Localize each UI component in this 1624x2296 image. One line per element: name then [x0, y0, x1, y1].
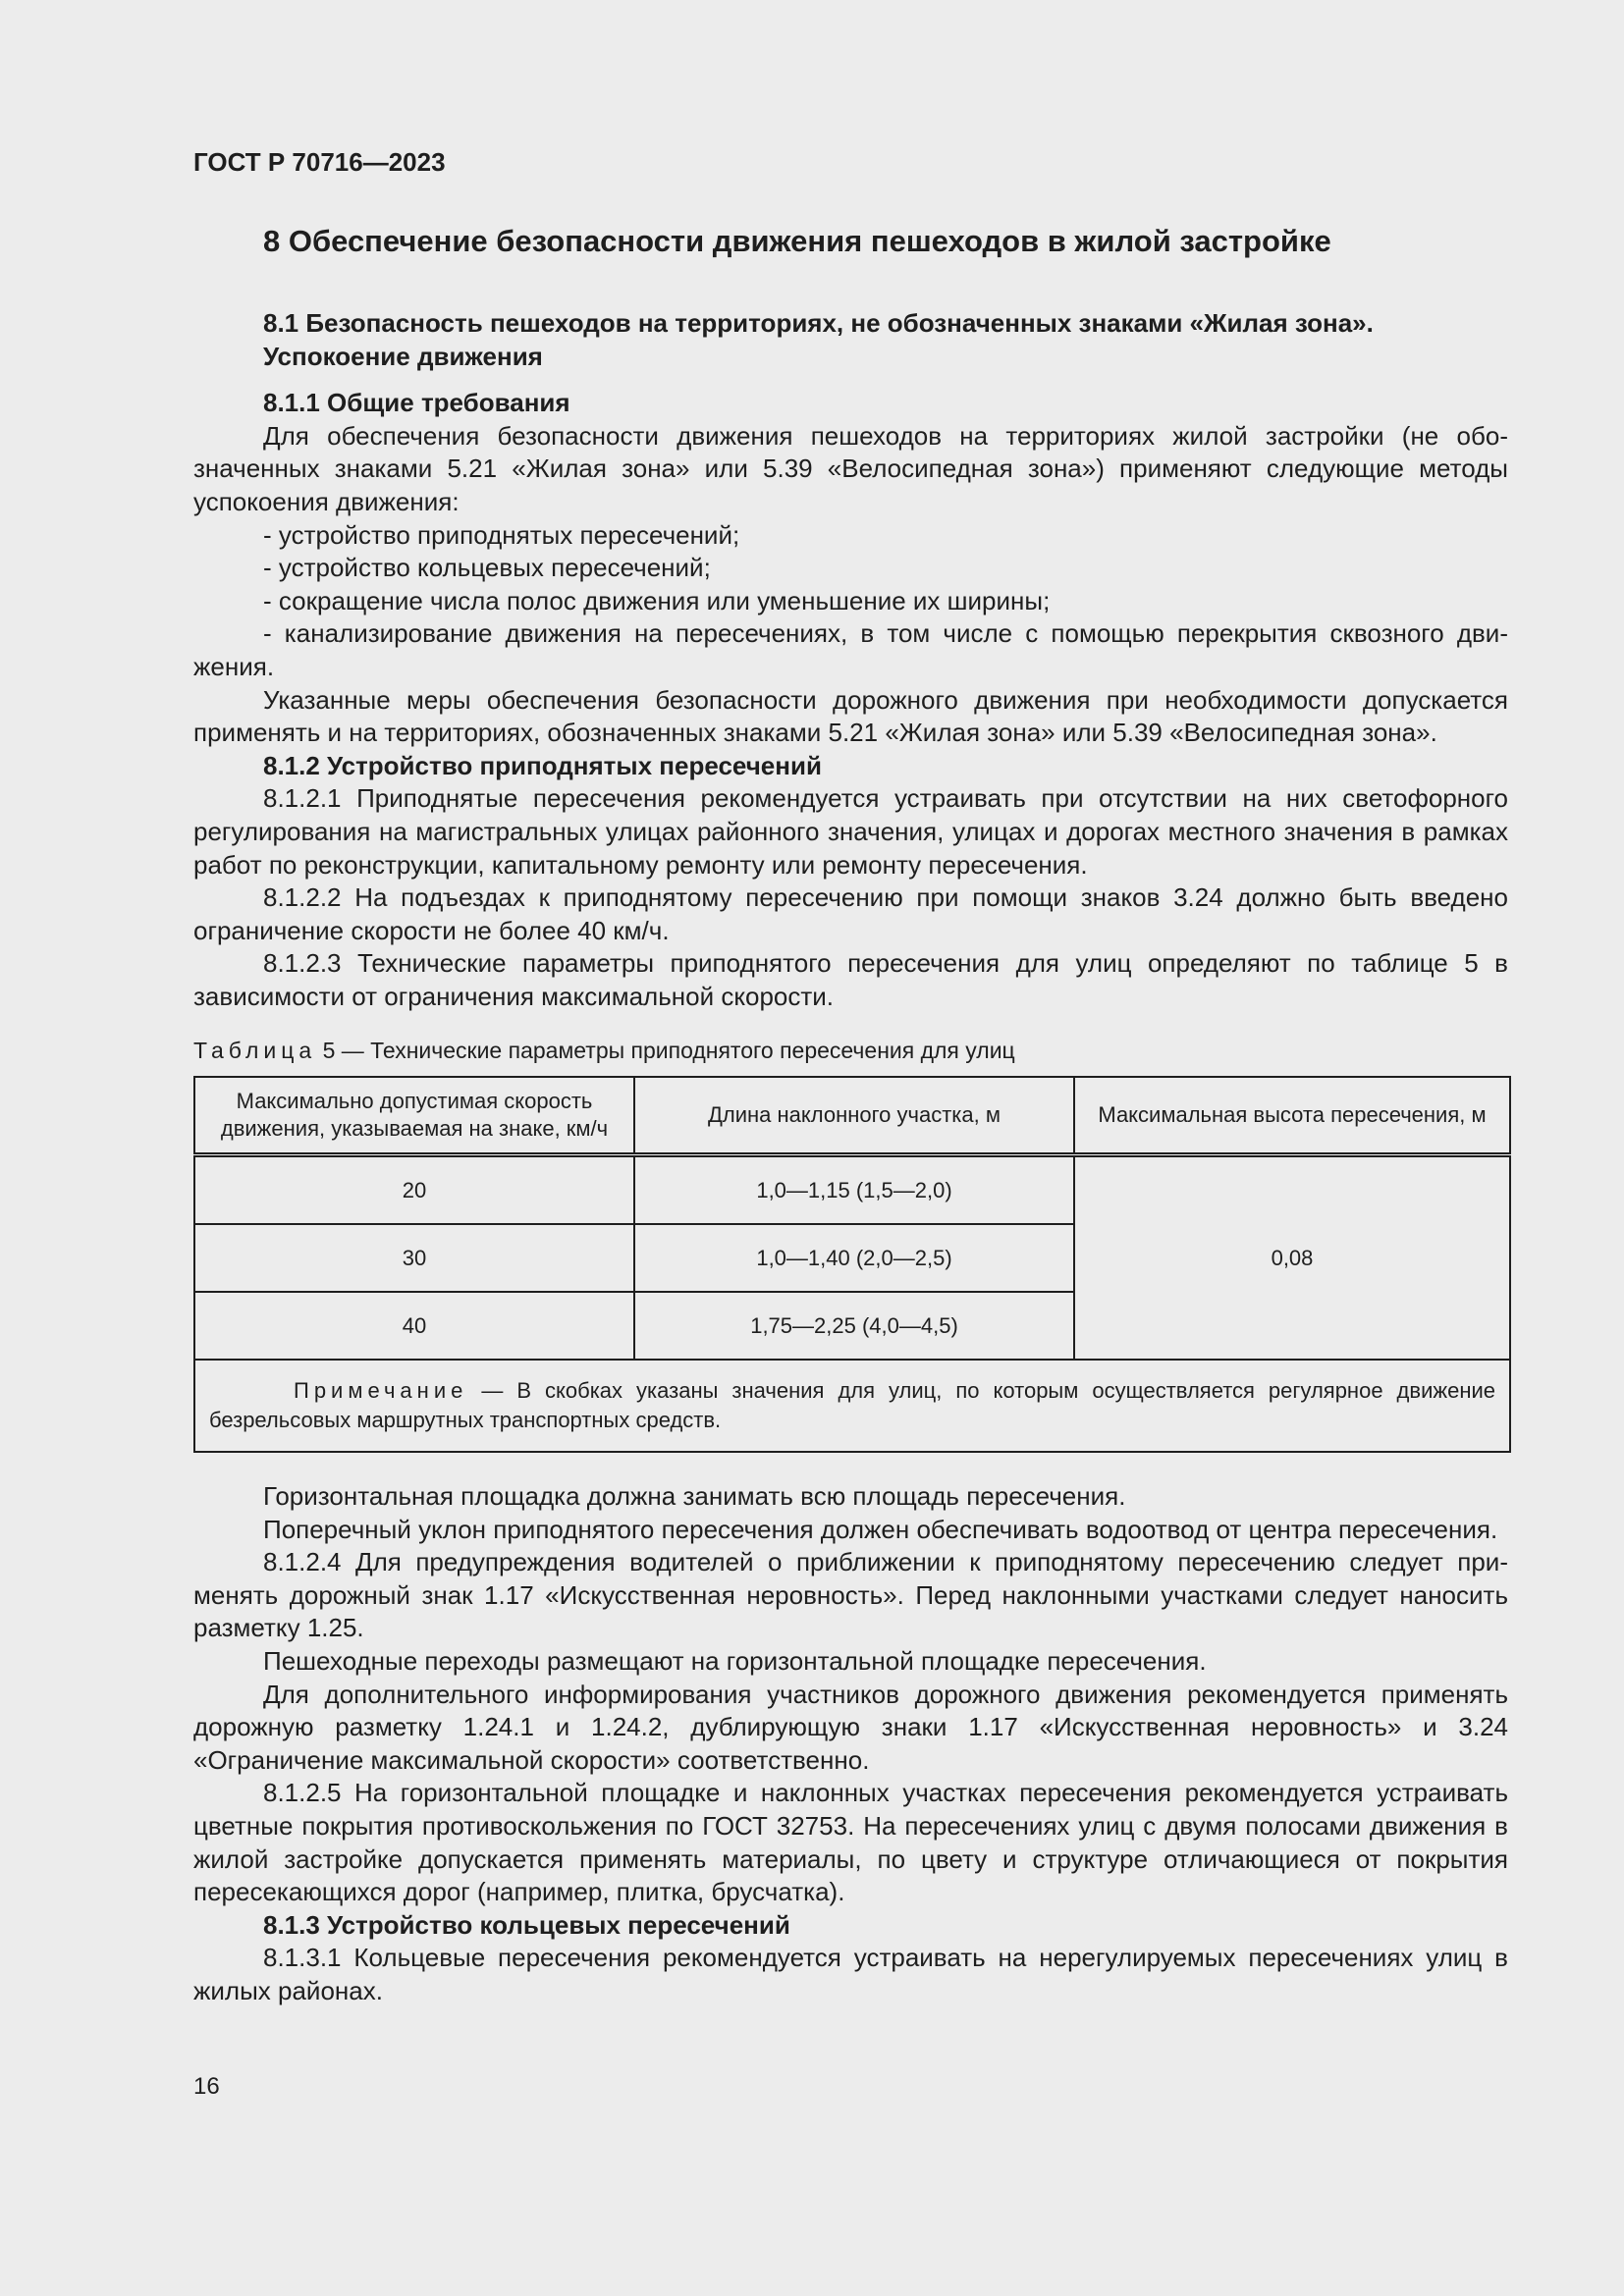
section-title: 8 Обеспечение безопасности движения пешеходов в жилой застройке: [263, 224, 1331, 258]
list-item: - сокращение числа полос движения или уменьшение их ширины;: [263, 585, 1051, 615]
cell-speed: 40: [194, 1292, 634, 1360]
list-item: - устройство приподнятых пересечений;: [263, 519, 740, 550]
note-label: Примечание: [294, 1378, 468, 1403]
paragraph: Поперечный уклон приподнятого пересечения должен обеспечивать водоотвод от центра пересечения.: [263, 1514, 1498, 1544]
paragraph: Пешеходные переходы размещают на горизонтальной площадке пересечения.: [263, 1645, 1207, 1676]
paragraph: Указанные меры обеспечения безопасности дорожного движения при необходимости допускается применять и на территориях, обозначенных знаками 5.21 «Жилая зона» или 5.39 «Велосипедная зона».: [193, 684, 1508, 748]
table-note-row: [194, 1360, 1510, 1452]
table-header-row: [194, 1077, 1510, 1155]
list-item: - устройство кольцевых пересечений;: [263, 553, 711, 583]
page-number: 16: [193, 2073, 220, 2100]
cell-length: 1,0—1,40 (2,0—2,5): [634, 1224, 1074, 1292]
paragraph: 8.1.2.5 На горизонтальной площадке и наклонных участках пересечения рекомендуется устраивать цветные покрытия противоскольжения по ГОСТ 32753. На пересечениях улиц с двумя полосами движения в жилой застройке допускается применять материалы, по цвету и структуре отличающиеся от покрытия пересекающихся дорог (например, плитка, брусчатка).: [193, 1778, 1508, 1907]
paragraph: 8.1.2.3 Технические параметры приподнятого пересечения для улиц определяют по таблице 5 в зависимости от ограничения максимальной скорости.: [193, 948, 1508, 1011]
list-item: - канализирование движения на пересечениях, в том числе с помощью перекрытия сквозного движения.: [193, 618, 1508, 681]
subsection-title-line-1: 8.1 Безопасность пешеходов на территориях, не обозначенных знаками «Жилая зона».: [263, 308, 1374, 338]
main-text-block-2: [193, 1480, 1508, 2008]
table-caption-label: Таблица: [193, 1038, 317, 1063]
cell-height: 0,08: [1074, 1155, 1510, 1361]
header-length: Длина наклонного участка, м: [634, 1077, 1074, 1155]
cell-length: 1,75—2,25 (4,0—4,5): [634, 1292, 1074, 1360]
cell-speed: 30: [194, 1224, 634, 1292]
table-row: [194, 1155, 1510, 1225]
paragraph: 8.1.2.4 Для предупреждения водителей о приближении к приподнятому пересечению следует применять дорожный знак 1.17 «Искусственная неровность». Перед наклонными участками следует наносить разметку 1.25.: [193, 1547, 1508, 1643]
paragraph: Горизонтальная площадка должна занимать всю площадь пересечения.: [263, 1481, 1126, 1511]
paragraph: 8.1.2.1 Приподнятые пересечения рекомендуется устраивать при отсутствии на них светофорного регулирования на магистральных улицах районного значения, улицах и дорогах местного значения в рамках работ по реконструкции, капитальному ремонту или ремонту пересечения.: [193, 783, 1508, 880]
table-5: [193, 1076, 1511, 1453]
table-caption: [193, 1036, 1015, 1065]
table-caption-text: 5 — Технические параметры приподнятого пересечения для улиц: [316, 1038, 1015, 1063]
paragraph: Для обеспечения безопасности движения пешеходов на территориях жилой застройки (не обозначенных знаками 5.21 «Жилая зона» или 5.39 «Велосипедная зона») применяют следующие методы успокоения движения:: [193, 420, 1508, 516]
header-speed: Максимально допустимая скорость движения, указываемая на знаке, км/ч: [194, 1077, 634, 1155]
paragraph: 8.1.2.2 На подъездах к приподнятому пересечению при помощи знаков 3.24 должно быть введено ограничение скорости не более 40 км/ч.: [193, 882, 1508, 945]
cell-length: 1,0—1,15 (1,5—2,0): [634, 1155, 1074, 1225]
header-height: Максимальная высота пересечения, м: [1074, 1077, 1510, 1155]
clause-title-8-1-1: 8.1.1 Общие требования: [263, 388, 570, 418]
table-note: [194, 1360, 1510, 1452]
document-code: ГОСТ Р 70716—2023: [193, 147, 446, 177]
paragraph: Для дополнительного информирования участников дорожного движения рекомендуется применять дорожную разметку 1.24.1 и 1.24.2, дублирующую знаки 1.17 «Искусственная неровность» и 3.24 «Ограничение максимальной скорости» соответственно.: [193, 1679, 1508, 1775]
note-text: — В скобках указаны значения для улиц, по которым осуществляется регулярное движение безрельсовых маршрутных транспортных средств.: [209, 1378, 1495, 1432]
clause-title-8-1-3: 8.1.3 Устройство кольцевых пересечений: [263, 1909, 790, 1940]
subsection-title-line-2: Успокоение движения: [263, 341, 543, 371]
paragraph: 8.1.3.1 Кольцевые пересечения рекомендуется устраивать на нерегулируемых пересечениях улиц в жилых районах.: [193, 1943, 1508, 2005]
main-text-block-1: [193, 307, 1508, 1013]
subsection-title-8-1: [193, 307, 1508, 373]
clause-title-8-1-2: 8.1.2 Устройство приподнятых пересечений: [263, 750, 822, 780]
cell-speed: 20: [194, 1155, 634, 1225]
